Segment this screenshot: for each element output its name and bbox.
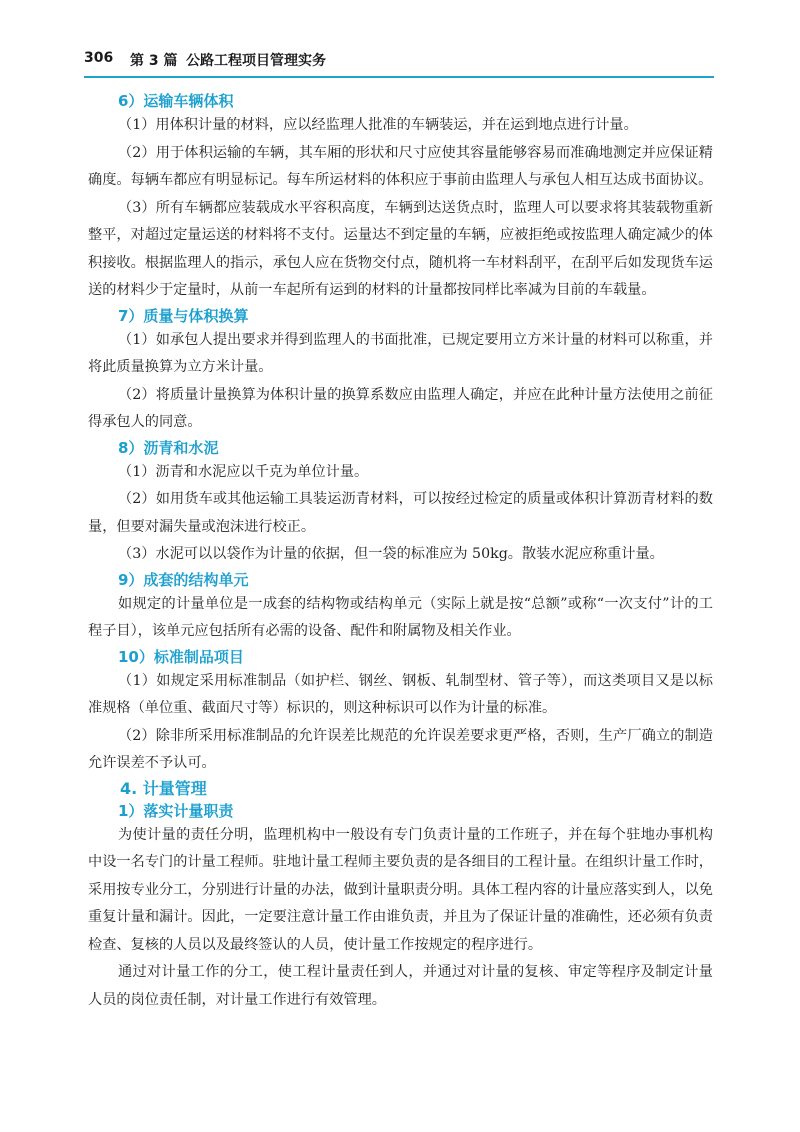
paragraph: 为使计量的责任分明，监理机构中一般设有专门负责计量的工作班子，并在每个驻地办事机构中设一名专门的计量工程师。驻地计量工程师主要负责的是各细目的工程计量。在组织计量工作时，采用按专业分工，分别进行计量的办法，做到计量职责分明。具体工程内容的计量应落实到人，以免重复计量和漏计。因此，一定要注意计量工作由谁负责，并且为了保证计量的准确性，还必须有负责检查、复核的人员以及最终签认的人员，使计量工作按规定的程序进行。 — [88, 826, 713, 953]
paragraph: （1）如规定采用标准制品（如护栏、钢丝、钢板、轧制型材、管子等），而这类项目又是以标准规格（单位重、截面尺寸等）标识的，则这种标识可以作为计量的标准。 — [88, 672, 713, 716]
paragraph: （3）水泥可以以袋作为计量的依据，但一袋的标准应为 50kg。散装水泥应称重计量。 — [118, 546, 664, 562]
section-heading: 8）沥青和水泥 — [118, 438, 219, 457]
page-number: 306 — [84, 50, 114, 66]
paragraph: 通过对计量工作的分工，使工程计量责任到人，并通过对计量的复核、审定等程序及制定计量人员的岗位责任制，对计量工作进行有效管理。 — [88, 964, 713, 1008]
section-heading: 10）标准制品项目 — [118, 647, 244, 666]
chapter-heading: 4. 计量管理 — [120, 778, 207, 798]
part-label: 第 3 篇 — [130, 53, 178, 69]
section-heading: 6）运输车辆体积 — [118, 92, 234, 110]
paragraph: （2）如用货车或其他运输工具装运沥青材料，可以按经过检定的质量或体积计算沥青材料的数量，但要对漏失量或泡沫进行校正。 — [88, 491, 713, 535]
paragraph: （2）将质量计量换算为体积计量的换算系数应由监理人确定，并应在此种计量方法使用之前征得承包人的同意。 — [88, 386, 713, 430]
paragraph: （3）所有车辆都应装载成水平容积高度，车辆到达送货点时，监理人可以要求将其装载物重新整平，对超过定量运送的材料将不支付。运量达不到定量的车辆，应被拒绝或按监理人确定减少的体积接收。根据监理人的指示，承包人应在货物交付点，随机将一车材料刮平，在刮平后如发现货车运送的材料少于定量时，从前一车起所有运到的材料的计量都按同样比率减为目前的车载量。 — [88, 199, 713, 298]
paragraph: （1）如承包人提出要求并得到监理人的书面批准，已规定要用立方米计量的材料可以称重，并将此质量换算为立方米计量。 — [88, 331, 713, 375]
paragraph: （2）除非所采用标准制品的允许误差比规范的允许误差要求更严格，否则，生产厂确立的制造允许误差不予认可。 — [88, 727, 713, 771]
section-heading: 9）成套的结构单元 — [118, 570, 249, 589]
section-heading: 7）质量与体积换算 — [118, 306, 249, 325]
paragraph: （1）用体积计量的材料，应以经监理人批准的车辆装运，并在运到地点进行计量。 — [118, 117, 638, 133]
paragraph: 如规定的计量单位是一成套的结构物或结构单元（实际上就是按“总额”或称“一次支付”计的工程子目），该单元应包括所有必需的设备、配件和附属物及相关作业。 — [88, 595, 713, 639]
page-header — [84, 48, 714, 78]
section-heading: 1）落实计量职责 — [118, 801, 234, 820]
paragraph: （2）用于体积运输的车辆，其车厢的形状和尺寸应使其容量能够容易而准确地测定并应保证精确度。每辆车都应有明显标记。每车所运材料的体积应于事前由监理人与承包人相互达成书面协议。 — [88, 144, 713, 188]
page-body — [88, 90, 713, 1014]
paragraph: （1）沥青和水泥应以千克为单位计量。 — [118, 463, 369, 480]
book-title: 公路工程项目管理实务 — [186, 53, 326, 69]
